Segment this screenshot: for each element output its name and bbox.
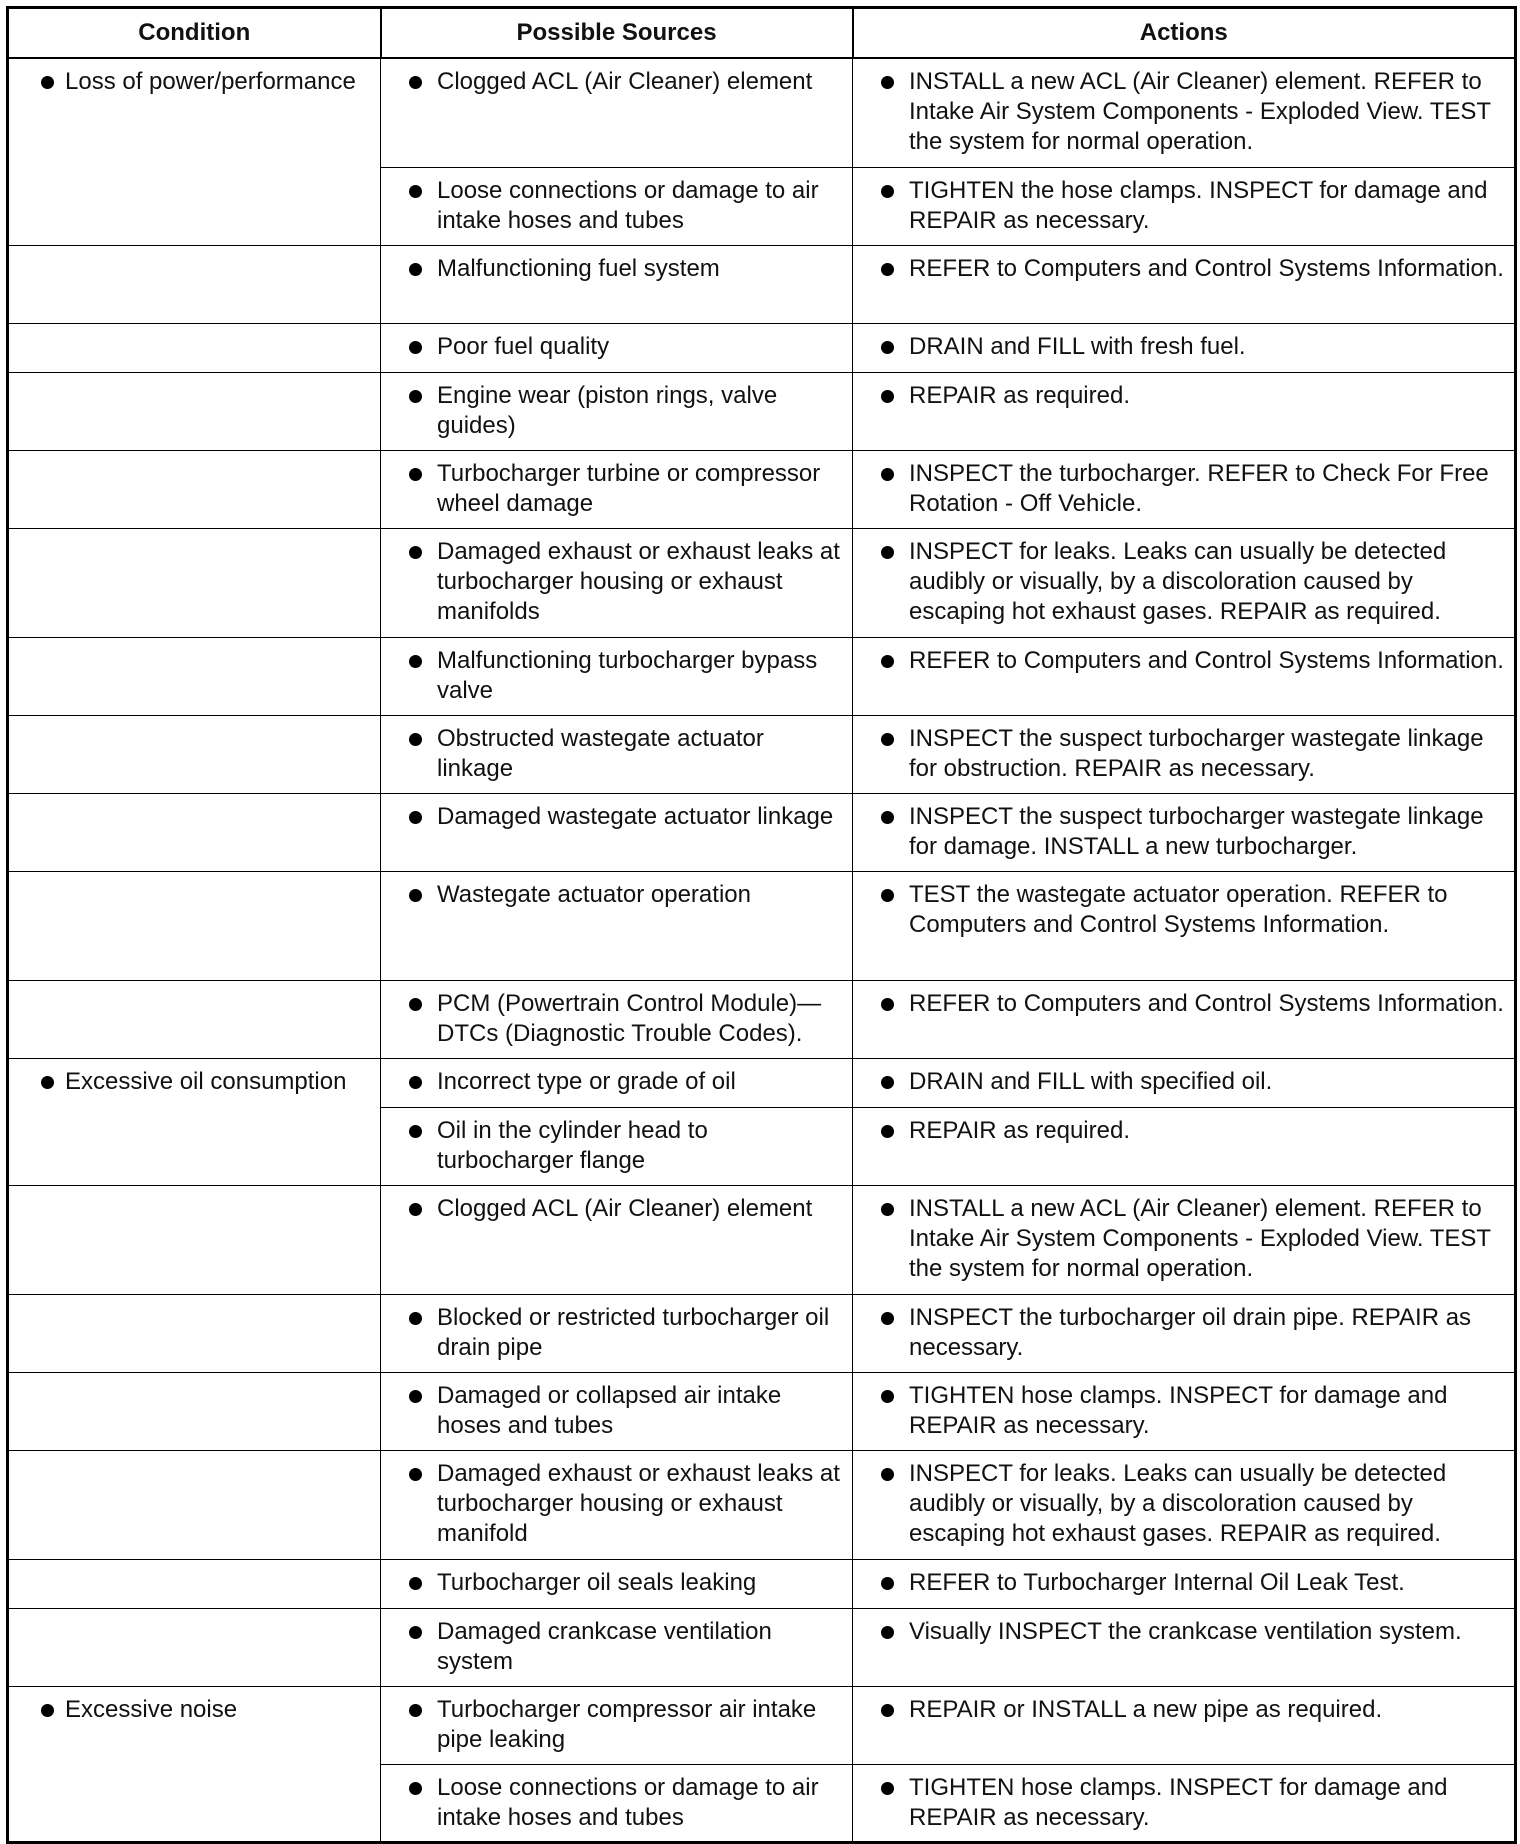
table-row: [8, 1559, 1516, 1608]
table-row: [8, 1058, 1516, 1107]
source-text: Malfunctioning turbocharger bypass valve: [391, 646, 842, 706]
action-text: Visually INSPECT the crankcase ventilation system.: [863, 1617, 1504, 1647]
condition-cell: [8, 871, 381, 980]
action-cell: [853, 1107, 1516, 1185]
condition-cell: [8, 1058, 381, 1107]
source-text: Turbocharger oil seals leaking: [391, 1568, 842, 1598]
source-text: Damaged wastegate actuator linkage: [391, 802, 842, 832]
source-cell: [381, 871, 853, 980]
condition-cell: [8, 245, 381, 323]
source-text: Obstructed wastegate actuator linkage: [391, 724, 842, 784]
action-cell: [853, 58, 1516, 167]
condition-cell: [8, 1686, 381, 1764]
condition-cell: [8, 528, 381, 637]
condition-cell: [8, 450, 381, 528]
action-text: INSPECT the suspect turbocharger wastegate linkage for damage. INSTALL a new turbocharger.: [863, 802, 1504, 862]
actions-header: Actions: [853, 8, 1516, 59]
action-text: TIGHTEN hose clamps. INSPECT for damage and REPAIR as necessary.: [863, 1381, 1504, 1441]
source-cell: [381, 1058, 853, 1107]
action-text: DRAIN and FILL with fresh fuel.: [863, 332, 1504, 362]
action-cell: [853, 528, 1516, 637]
condition-cell: [8, 58, 381, 167]
table-row: [8, 372, 1516, 450]
source-text: Clogged ACL (Air Cleaner) element: [391, 1194, 842, 1224]
source-cell: [381, 1107, 853, 1185]
source-text: Damaged exhaust or exhaust leaks at turbocharger housing or exhaust manifolds: [391, 537, 842, 627]
condition-cell: [8, 1185, 381, 1294]
action-cell: [853, 715, 1516, 793]
action-text: INSTALL a new ACL (Air Cleaner) element. REFER to Intake Air System Components - Exploded View. TEST the system for normal operation.: [863, 1194, 1504, 1284]
source-text: Loose connections or damage to air intake hoses and tubes: [391, 176, 842, 236]
condition-cell: [8, 1450, 381, 1559]
source-cell: [381, 715, 853, 793]
condition-cell: [8, 323, 381, 372]
diagnosis-table: [6, 6, 1517, 1844]
condition-cell: [8, 372, 381, 450]
condition-cell: [8, 793, 381, 871]
source-text: Clogged ACL (Air Cleaner) element: [391, 67, 842, 97]
action-cell: [853, 871, 1516, 980]
table-row: [8, 1294, 1516, 1372]
action-cell: [853, 637, 1516, 715]
action-cell: [853, 1559, 1516, 1608]
action-cell: [853, 1058, 1516, 1107]
table-row: [8, 1372, 1516, 1450]
source-text: Poor fuel quality: [391, 332, 842, 362]
source-text: Turbocharger turbine or compressor wheel damage: [391, 459, 842, 519]
header-row: [8, 8, 1516, 59]
table-row: [8, 980, 1516, 1058]
condition-cell: [8, 1294, 381, 1372]
source-text: Engine wear (piston rings, valve guides): [391, 381, 842, 441]
condition-cell: [8, 637, 381, 715]
action-text: REPAIR or INSTALL a new pipe as required.: [863, 1695, 1504, 1725]
source-text: Blocked or restricted turbocharger oil drain pipe: [391, 1303, 842, 1363]
source-text: Wastegate actuator operation: [391, 880, 842, 910]
action-cell: [853, 167, 1516, 245]
condition-text: Excessive oil consumption: [19, 1067, 370, 1097]
table-row: [8, 793, 1516, 871]
action-cell: [853, 1372, 1516, 1450]
action-text: REFER to Turbocharger Internal Oil Leak Test.: [863, 1568, 1504, 1598]
source-text: Loose connections or damage to air intake hoses and tubes: [391, 1773, 842, 1833]
source-text: Oil in the cylinder head to turbocharger flange: [391, 1116, 842, 1176]
action-text: INSPECT for leaks. Leaks can usually be detected audibly or visually, by a discoloration caused by escaping hot exhaust gases. REPAIR as required.: [863, 1459, 1504, 1549]
source-cell: [381, 980, 853, 1058]
condition-cell: [8, 167, 381, 245]
action-text: INSPECT the turbocharger. REFER to Check For Free Rotation - Off Vehicle.: [863, 459, 1504, 519]
action-cell: [853, 1608, 1516, 1686]
condition-cell: [8, 1372, 381, 1450]
action-text: INSPECT the suspect turbocharger wastegate linkage for obstruction. REPAIR as necessary.: [863, 724, 1504, 784]
action-cell: [853, 372, 1516, 450]
sources-header: Possible Sources: [381, 8, 853, 59]
action-text: INSPECT the turbocharger oil drain pipe. REPAIR as necessary.: [863, 1303, 1504, 1363]
condition-cell: [8, 980, 381, 1058]
source-cell: [381, 245, 853, 323]
action-cell: [853, 1686, 1516, 1764]
table-row: [8, 1608, 1516, 1686]
source-text: Malfunctioning fuel system: [391, 254, 842, 284]
source-text: Incorrect type or grade of oil: [391, 1067, 842, 1097]
action-text: DRAIN and FILL with specified oil.: [863, 1067, 1504, 1097]
action-text: REPAIR as required.: [863, 381, 1504, 411]
source-text: PCM (Powertrain Control Module)—DTCs (Diagnostic Trouble Codes).: [391, 989, 842, 1049]
source-cell: [381, 1185, 853, 1294]
source-cell: [381, 637, 853, 715]
condition-cell: [8, 715, 381, 793]
condition-cell: [8, 1608, 381, 1686]
action-text: REFER to Computers and Control Systems Information.: [863, 989, 1504, 1019]
condition-cell: [8, 1764, 381, 1842]
action-text: TIGHTEN hose clamps. INSPECT for damage and REPAIR as necessary.: [863, 1773, 1504, 1833]
action-cell: [853, 1764, 1516, 1842]
source-cell: [381, 1686, 853, 1764]
action-text: REFER to Computers and Control Systems Information.: [863, 646, 1504, 676]
condition-text: Excessive noise: [19, 1695, 370, 1725]
source-cell: [381, 528, 853, 637]
table-row: [8, 245, 1516, 323]
source-cell: [381, 1294, 853, 1372]
action-cell: [853, 980, 1516, 1058]
source-cell: [381, 793, 853, 871]
condition-text: Loss of power/performance: [19, 67, 370, 97]
source-cell: [381, 1372, 853, 1450]
table-row: [8, 323, 1516, 372]
action-cell: [853, 450, 1516, 528]
action-text: INSPECT for leaks. Leaks can usually be detected audibly or visually, by a discoloration caused by escaping hot exhaust gases. REPAIR as required.: [863, 537, 1504, 627]
table-row: [8, 715, 1516, 793]
table-row: [8, 871, 1516, 980]
action-text: INSTALL a new ACL (Air Cleaner) element. REFER to Intake Air System Components - Exploded View. TEST the system for normal operation.: [863, 67, 1504, 157]
table-row: [8, 1764, 1516, 1842]
source-cell: [381, 372, 853, 450]
action-cell: [853, 323, 1516, 372]
action-text: REPAIR as required.: [863, 1116, 1504, 1146]
action-cell: [853, 1294, 1516, 1372]
source-cell: [381, 1764, 853, 1842]
table-row: [8, 58, 1516, 167]
source-cell: [381, 1559, 853, 1608]
source-text: Damaged or collapsed air intake hoses and tubes: [391, 1381, 842, 1441]
condition-cell: [8, 1107, 381, 1185]
table-row: [8, 450, 1516, 528]
action-text: TIGHTEN the hose clamps. INSPECT for damage and REPAIR as necessary.: [863, 176, 1504, 236]
table-row: [8, 637, 1516, 715]
source-cell: [381, 323, 853, 372]
source-cell: [381, 167, 853, 245]
source-cell: [381, 58, 853, 167]
table-row: [8, 1107, 1516, 1185]
condition-cell: [8, 1559, 381, 1608]
source-cell: [381, 1608, 853, 1686]
source-cell: [381, 450, 853, 528]
table-row: [8, 1185, 1516, 1294]
condition-header: Condition: [8, 8, 381, 59]
source-text: Damaged crankcase ventilation system: [391, 1617, 842, 1677]
action-text: TEST the wastegate actuator operation. REFER to Computers and Control Systems Information.: [863, 880, 1504, 940]
source-cell: [381, 1450, 853, 1559]
table-row: [8, 1686, 1516, 1764]
action-cell: [853, 1185, 1516, 1294]
action-cell: [853, 245, 1516, 323]
table-row: [8, 167, 1516, 245]
table-row: [8, 528, 1516, 637]
source-text: Damaged exhaust or exhaust leaks at turbocharger housing or exhaust manifold: [391, 1459, 842, 1549]
source-text: Turbocharger compressor air intake pipe leaking: [391, 1695, 842, 1755]
table-row: [8, 1450, 1516, 1559]
action-text: REFER to Computers and Control Systems Information.: [863, 254, 1504, 284]
action-cell: [853, 793, 1516, 871]
action-cell: [853, 1450, 1516, 1559]
